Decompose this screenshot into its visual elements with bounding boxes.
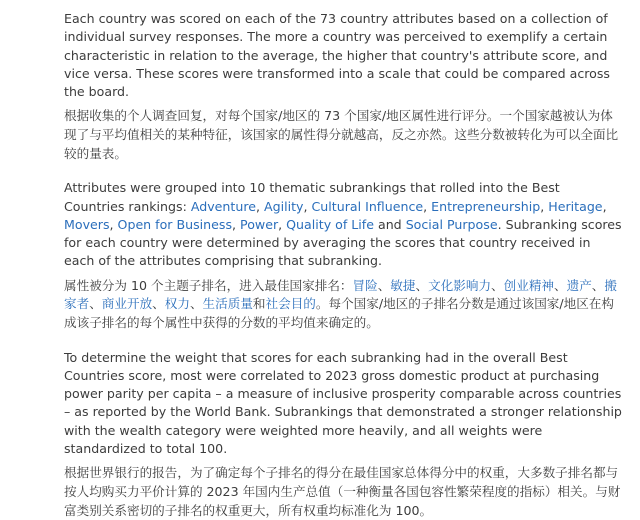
subrankings-intro-en: Attributes were grouped into 10 thematic subrankings that rolled into the Best Countries rankings: [64,180,560,214]
paragraph-subrankings-en: Attributes were grouped into 10 thematic subrankings that rolled into the Best Countries rankings: Adventure, Agility, Cultural Influence, Entrepreneurship, Heritage, Movers, Open for Business, Power, Quality of Life and Social Purpose. Subranking scores for each country were determined by averaging the scores that country received in each of the attributes comprising that subranking. [64,180,622,269]
link-heritage-zh[interactable]: 遗产 [566,277,592,293]
paragraph-scoring-zh: 根据收集的个人调查回复，对每个国家/地区的 73 个国家/地区属性进行评分。一个国家越被认为体现了与平均值相关的某种特征，该国家的属性得分就越高，反之亦然。这些分数被转化为可以全面比较的量表。 [64,108,619,161]
link-adventure-zh[interactable]: 冒险 [352,277,378,293]
link-movers[interactable]: Movers [64,216,110,232]
link-agility-zh[interactable]: 敏捷 [390,277,416,293]
and-text-en: and [373,216,406,232]
link-agility[interactable]: Agility [264,198,304,214]
subrankings-outro-en: . Subranking scores for each country were determined by averaging the scores that country received in each of the attributes comprising that subranking. [64,216,622,269]
link-social-purpose-zh[interactable]: 社会目的 [265,296,316,312]
link-adventure[interactable]: Adventure [190,198,256,214]
link-entrepreneurship[interactable]: Entrepreneurship [431,198,541,214]
subrankings-intro-zh: 属性被分为 10 个主题子排名，进入最佳国家排名： [64,277,353,293]
link-heritage[interactable]: Heritage [548,198,603,214]
link-cultural-influence[interactable]: Cultural Influence [311,198,424,214]
link-quality-of-life[interactable]: Quality of Life [286,216,374,232]
link-cultural-influence-zh[interactable]: 文化影响力 [428,277,492,293]
link-open-for-business-zh[interactable]: 商业开放 [101,296,153,312]
paragraph-weights-en: To determine the weight that scores for each subranking had in the overall Best Countries score, most were correlated to 2023 gross domestic product at purchasing power parity per capita – a measure of inclusive prosperity comparable across countries – as reported by the World Bank. Subrankings that demonstrated a stronger relationship with the wealth category were weighted more heavily, and all weights were standardized to total 100. [64,349,622,457]
paragraph-weights-zh: 根据世界银行的报告，为了确定每个子排名的得分在最佳国家总体得分中的权重，大多数子排名都与按人均购买力平价计算的 2023 年国内生产总值（一种衡量各国包容性繁荣程度的指标）相关。与财富类别关系密切的子排名的权重更大，所有权重均标准化为 100。 [64,465,621,518]
link-movers-zh[interactable]: 搬家者 [64,277,617,312]
link-power[interactable]: Power [240,216,279,232]
paragraph-scoring-en: Each country was scored on each of the 73 country attributes based on a collection of individual survey responses. The more a country was perceived to exemplify a certain characteristic in relation to the average, the higher that country's attribute score, and vice versa. These scores were transformed into a scale that could be compared across the board. [64,11,610,100]
link-open-for-business[interactable]: Open for Business [117,216,233,232]
paragraph-subrankings-zh: 属性被分为 10 个主题子排名，进入最佳国家排名：冒险、敏捷、文化影响力、创业精神、遗产、搬家者、商业开放、权力、生活质量和社会目的。每个国家/地区的子排名分数是通过该国家/地区在构成该子排名的每个属性中获得的分数的平均值来确定的。 [64,277,617,330]
link-power-zh[interactable]: 权力 [164,296,190,312]
link-entrepreneurship-zh[interactable]: 创业精神 [503,277,555,293]
subrankings-outro-zh: 。每个国家/地区的子排名分数是通过该国家/地区在构成该子排名的每个属性中获得的分数的平均值来确定的。 [64,296,615,330]
and-text-zh: 和 [252,296,266,312]
link-social-purpose[interactable]: Social Purpose [405,216,498,232]
link-quality-of-life-zh[interactable]: 生活质量 [202,296,253,312]
